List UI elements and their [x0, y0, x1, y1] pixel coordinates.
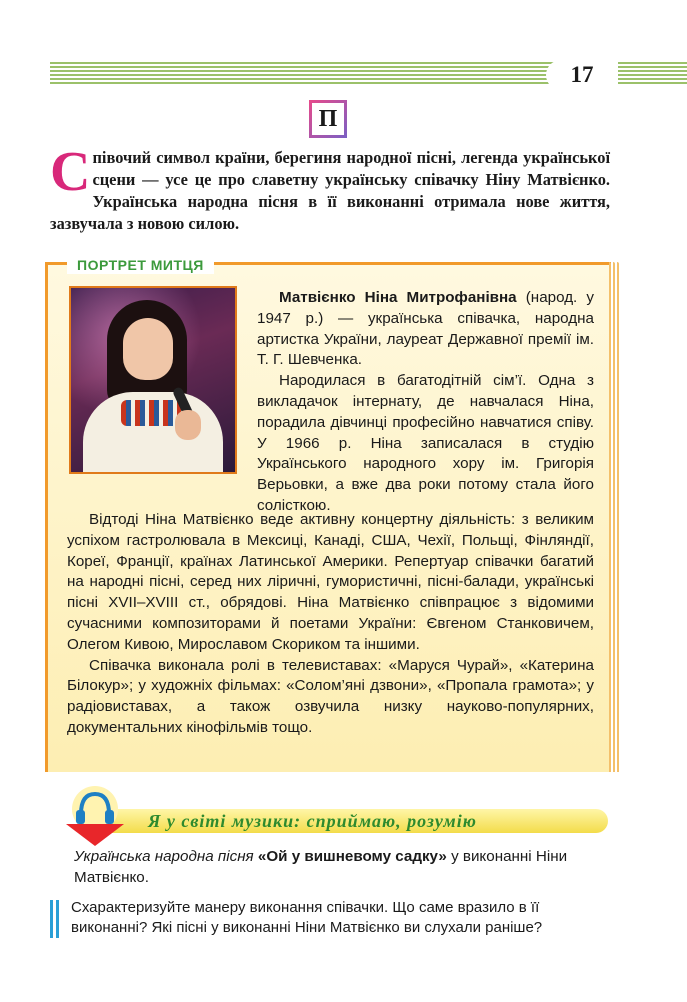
portrait-bio-column — [257, 288, 594, 517]
artist-portrait-box — [45, 257, 611, 772]
music-section-banner — [48, 800, 608, 838]
book-page-edge — [609, 262, 623, 772]
intro-paragraph — [50, 141, 610, 235]
listening-task — [74, 846, 614, 888]
question-marker — [50, 900, 60, 938]
listen-suffix: у виконанні Ніни Матвієнко. — [74, 848, 568, 886]
portrait-section-label: ПОРТРЕТ МИТЦЯ — [67, 256, 214, 274]
artist-name: Матвієнко Ніна Митрофанівна — [279, 289, 517, 306]
artist-photo — [69, 286, 237, 474]
ornament-letter-icon — [309, 100, 347, 138]
box-border — [45, 262, 48, 772]
bio-paragraph-2: Народилася в багатодітній сім’ї. Одна з викладачок інтернату, де навчалася Ніна, порадила дівчинці професійно навчатися співу. У 1966 р. Ніна записалася в студію Українського народного хору ім. Григорія Верьовки, а вже два роки потому стала його солісткою. — [257, 372, 594, 514]
intro-text: півочий символ країни, берегиня народної пісні, легенда української сцени — усе це про славетну українську співачку Ніну Матвієнко. Українська народна пісня в її виконанні отримала нове життя, зазвучала з новою силою. — [50, 148, 610, 233]
music-section-title: Я у світі музики: сприймаю, розумію — [148, 811, 477, 831]
bio-intro: (народ. у 1947 р.) — українська співачка, народна артистка України, лауреат Державної премії ім. Т. Г. Шевченка. — [257, 289, 594, 369]
listen-prefix: Українська народна пісня — [74, 848, 258, 865]
page-number: 17 — [546, 60, 618, 90]
headphones-icon — [66, 786, 124, 844]
ornament-letter: П — [312, 103, 344, 135]
dropcap-letter: С — [50, 141, 91, 203]
portrait-bio-full — [67, 510, 594, 739]
bio-paragraph-4: Співачка виконала ролі в телевиставах: «Маруся Чурай», «Катерина Білокур»; у художніх фільмах: «Солом’яні дзвони», «Пропала грамота»; у радіовиставах, а також озвучила низку науково-популярних, документальних кінофільмів тощо. — [67, 656, 594, 736]
song-title: «Ой у вишневому садку» — [257, 848, 447, 865]
bio-paragraph-3: Відтоді Ніна Матвієнко веде активну концертну діяльність: з великим успіхом гастролювала в Мексиці, Канаді, США, Чехії, Польщі, Фінляндії, Кореї, Франції, країнах Латинської Америки. Репертуар співачки багатий на народні пісні, серед них ліричні, гумористичні, пісні-балади, українські пісні XVII–XVIII ст., обрядові. Ніна Матвієнко співпрацює з відомими сучасними композиторами й поетами України: Євгеном Станковичем, Олегом Кивою, Мирославом Скориком та іншими. — [67, 511, 594, 653]
discussion-question: Схарактеризуйте манеру виконання співачки. Що саме вразило в її виконанні? Які пісні у виконанні Ніни Матвієнко ви слухали раніше? — [71, 899, 543, 936]
